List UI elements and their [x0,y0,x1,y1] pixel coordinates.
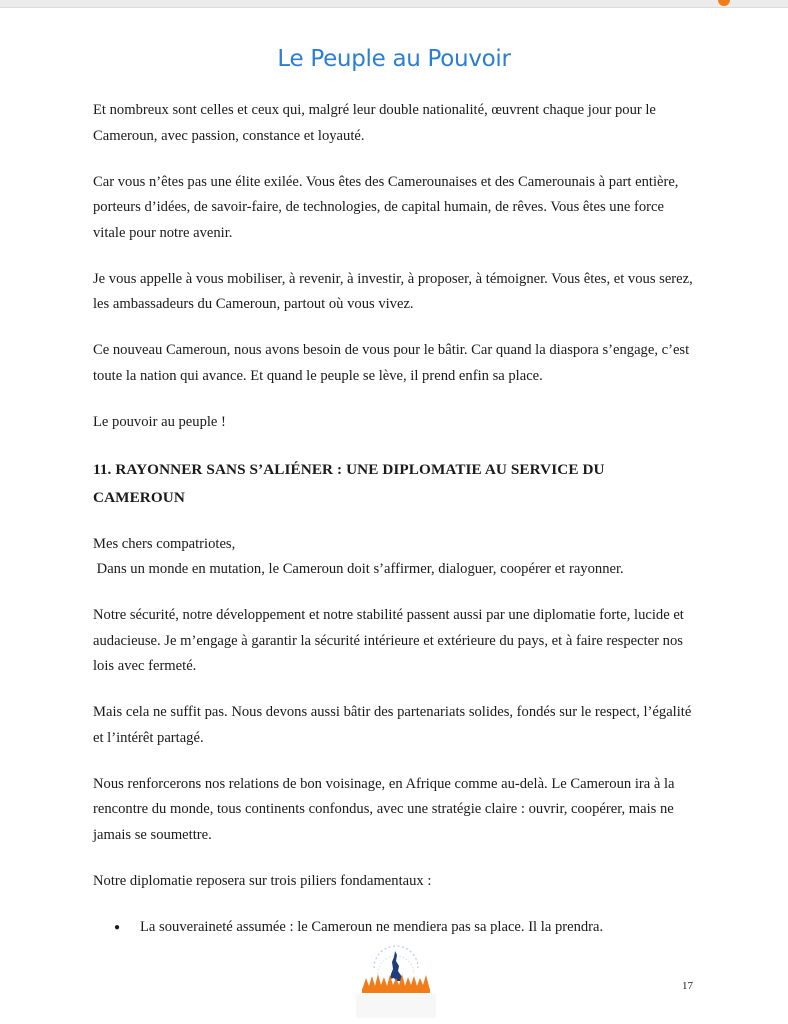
paragraph: Notre diplomatie reposera sur trois piliers fondamentaux : [93,872,432,889]
paragraph: Mais cela ne suffit pas. Nous devons aussi bâtir des partenariats solides, fondés sur le respect, l’égalité et l’intérêt partagé. [93,704,692,746]
paragraph: Le pouvoir au peuple ! [93,413,226,430]
document-body [93,98,698,940]
paragraph: Notre sécurité, notre développement et notre stabilité passent aussi par une diplomatie forte, lucide et audacieuse. Je m’engage à garantir la sécurité intérieure et extérieure du pays, et à faire respecter nos lois avec fermeté. [93,607,684,674]
page-number: 17 [682,980,693,992]
paragraph: Nous renforcerons nos relations de bon voisinage, en Afrique comme au-delà. Le Cameroun ira à la rencontre du monde, tous continents confondus, avec une stratégie claire : ouvrir, coopérer, mais ne jamais se soumettre. [93,775,675,843]
party-logo [356,938,436,1018]
cameroon-map-logo-icon [356,938,436,1018]
top-bar [0,0,788,8]
section-heading: 11. RAYONNER SANS S’ALIÉNER : UNE DIPLOMATIE AU SERVICE DU CAMEROUN [93,460,605,506]
pillars-list [93,915,698,941]
notification-dot [718,0,730,6]
paragraph: Je vous appelle à vous mobiliser, à revenir, à investir, à proposer, à témoigner. Vous êtes, et vous serez, les ambassadeurs du Cameroun, partout où vous vivez. [93,270,693,312]
paragraph: Ce nouveau Cameroun, nous avons besoin de vous pour le bâtir. Car quand la diaspora s’engage, c’est toute la nation qui avance. Et quand le peuple se lève, il prend enfin sa place. [93,342,690,384]
greeting-line: Mes chers compatriotes, [93,535,236,552]
page-header-title: Le Peuple au Pouvoir [277,46,511,72]
paragraph: Et nombreux sont celles et ceux qui, malgré leur double nationalité, œuvrent chaque jour pour le Cameroun, avec passion, constance et loyauté. [93,102,656,144]
intro-line: Dans un monde en mutation, le Cameroun doit s’affirmer, dialoguer, coopérer et rayonner. [96,561,624,577]
greeting-paragraph [93,532,698,583]
paragraph: Car vous n’êtes pas une élite exilée. Vous êtes des Camerounaises et des Camerounais à part entière, porteurs d’idées, de savoir-faire, de technologies, de capital humain, de rêves. Vous êtes une force vitale pour notre avenir. [93,173,679,241]
list-item: ● La souveraineté assumée : le Cameroun ne mendiera pas sa place. Il la prendra. [93,915,698,941]
